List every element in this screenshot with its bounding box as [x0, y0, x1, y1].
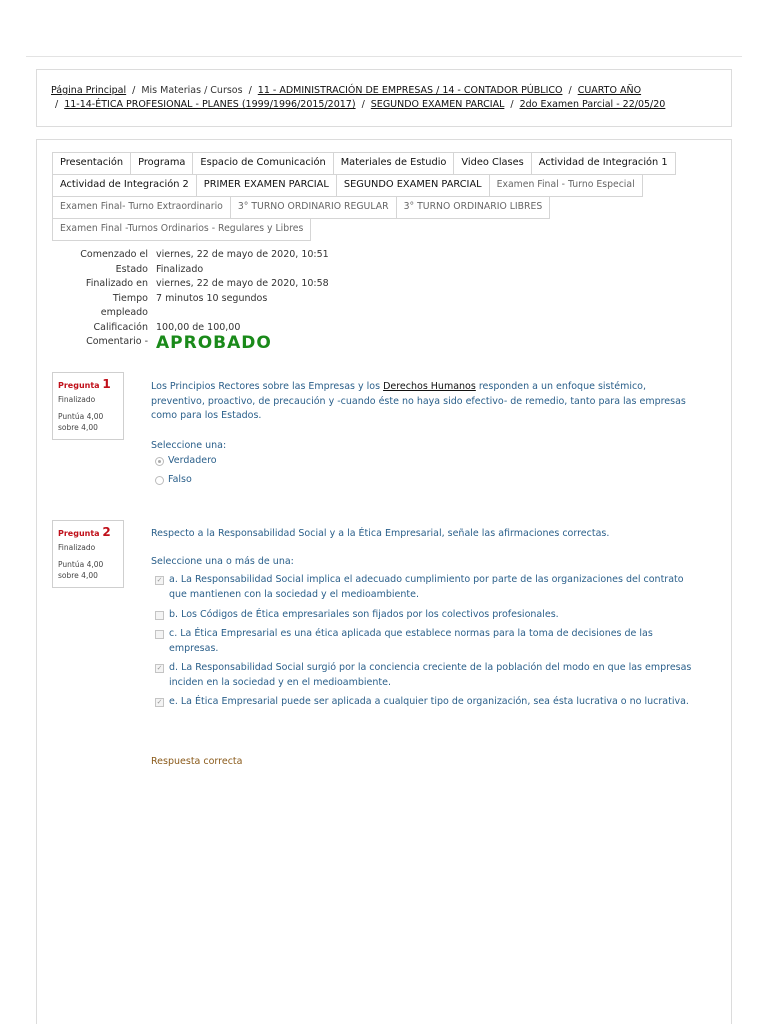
grade-label: Calificación: [93, 321, 148, 333]
option-label: Verdadero: [168, 455, 217, 466]
breadcrumb-separator: /: [248, 85, 252, 96]
tab-video-clases[interactable]: Video Clases: [453, 152, 531, 175]
finished-value: viernes, 22 de mayo de 2020, 10:58: [156, 278, 329, 289]
state-value: Finalizado: [156, 263, 204, 275]
question-2-number: Pregunta 2: [58, 525, 111, 539]
question-1-option-false[interactable]: [155, 473, 695, 488]
breadcrumb-section-link[interactable]: SEGUNDO EXAMEN PARCIAL: [370, 99, 505, 110]
started-value: viernes, 22 de mayo de 2020, 10:51: [156, 249, 329, 260]
question-1-state: Finalizado: [58, 395, 96, 404]
question-2-text: Respecto a la Responsabilidad Social y a la Ética Empresarial, señale las afirmaciones correctas.: [151, 528, 610, 539]
time-value: 7 minutos 10 segundos: [156, 292, 268, 304]
breadcrumb-subject-link[interactable]: 11-14-ÉTICA PROFESIONAL - PLANES (1999/1996/2015/2017): [64, 99, 356, 110]
question-2-option-b[interactable]: [155, 608, 695, 623]
top-divider: [26, 56, 742, 57]
tab-actividad-1[interactable]: Actividad de Integración 1: [531, 152, 676, 175]
option-label: c. La Ética Empresarial es una ética aplicada que establece normas para la toma de decisiones de las empresas.: [169, 628, 653, 654]
question-1-number: Pregunta 1: [58, 377, 111, 391]
question-2-state: Finalizado: [58, 543, 96, 552]
question-2-points: Puntúa 4,00 sobre 4,00: [58, 560, 104, 580]
radio-selected-icon[interactable]: [155, 457, 164, 466]
breadcrumb-home-link[interactable]: Página Principal: [51, 85, 127, 96]
option-label: b. Los Códigos de Ética empresariales son fijados por los colectivos profesionales.: [169, 609, 559, 620]
tab-turno-regular[interactable]: 3° TURNO ORDINARIO REGULAR: [230, 196, 397, 219]
option-label: Falso: [168, 474, 192, 485]
tab-actividad-2[interactable]: Actividad de Integración 2: [52, 174, 197, 197]
tab-segundo-parcial[interactable]: SEGUNDO EXAMEN PARCIAL: [336, 174, 490, 197]
time-label-line2: empleado: [100, 307, 148, 318]
question-2-option-a[interactable]: [155, 573, 695, 602]
checkbox-checked-icon[interactable]: ✓: [156, 576, 163, 584]
finished-label: Finalizado en: [85, 278, 148, 289]
time-label: [52, 292, 156, 321]
question-1-points: Puntúa 4,00 sobre 4,00: [58, 412, 104, 432]
question-2-option-c[interactable]: [155, 627, 695, 656]
breadcrumb-courses: Mis Materias / Cursos: [141, 85, 243, 96]
time-label-line1: Tiempo: [112, 292, 148, 304]
question-1-option-true[interactable]: [155, 454, 695, 469]
radio-empty-icon[interactable]: [155, 476, 164, 485]
breadcrumb-separator: /: [568, 85, 572, 96]
question-1-info: [52, 372, 124, 440]
question-2-info: [52, 520, 124, 588]
checkbox-checked-icon[interactable]: ✓: [156, 698, 163, 706]
tab-programa[interactable]: Programa: [130, 152, 193, 175]
question-1-text: Los Principios Rectores sobre las Empresas y los Derechos Humanos responden a un enfoque sistémico, preventivo, proactivo, de precaución y -cuando éste no haya sido efectivo- de remedio, tanto para las empresas como para los Estados.: [151, 381, 686, 421]
checkbox-empty-icon[interactable]: [155, 630, 164, 639]
tab-espacio-comunicacion[interactable]: Espacio de Comunicación: [192, 152, 333, 175]
question-2-option-e[interactable]: [155, 695, 695, 710]
breadcrumb-separator: /: [361, 99, 365, 110]
breadcrumb-separator: /: [132, 85, 136, 96]
attempt-summary: [52, 248, 456, 355]
option-label: d. La Responsabilidad Social surgió por la conciencia creciente de la población del modo en que las empresas inciden en la sociedad y en el medioambiente.: [169, 662, 692, 688]
tab-turno-libres[interactable]: 3° TURNO ORDINARIO LIBRES: [396, 196, 551, 219]
tab-final-especial[interactable]: Examen Final - Turno Especial: [489, 174, 643, 197]
checkbox-empty-icon[interactable]: [155, 611, 164, 620]
question-2-option-d[interactable]: [155, 661, 695, 690]
breadcrumb-exam-link[interactable]: 2do Examen Parcial - 22/05/20: [519, 99, 666, 110]
question-2-feedback: Respuesta correcta: [151, 756, 243, 767]
derechos-humanos-link[interactable]: Derechos Humanos: [383, 381, 476, 392]
question-2-select-label: Seleccione una o más de una:: [151, 556, 294, 567]
grade-value: 100,00 de 100,00: [156, 321, 241, 333]
checkbox-checked-icon[interactable]: ✓: [156, 664, 163, 672]
started-label: Comenzado el: [80, 249, 148, 260]
tab-materiales[interactable]: Materiales de Estudio: [333, 152, 455, 175]
tab-final-extraordinario[interactable]: Examen Final- Turno Extraordinario: [52, 196, 231, 219]
question-1-select-label: Seleccione una:: [151, 440, 227, 451]
comment-label: Comentario -: [86, 336, 148, 347]
breadcrumb: [36, 69, 732, 127]
breadcrumb-separator: /: [55, 99, 59, 110]
tab-presentacion[interactable]: Presentación: [52, 152, 131, 175]
option-label: e. La Ética Empresarial puede ser aplicada a cualquier tipo de organización, sea ésta lucrativa o no lucrativa.: [169, 696, 689, 707]
tab-final-ordinarios[interactable]: Examen Final -Turnos Ordinarios - Regulares y Libres: [52, 218, 311, 241]
state-label: Estado: [115, 263, 148, 275]
tab-primer-parcial[interactable]: PRIMER EXAMEN PARCIAL: [196, 174, 337, 197]
option-label: a. La Responsabilidad Social implica el adecuado cumplimiento por parte de las organizaciones del contrato que mantienen con la sociedad y el medioambiente.: [169, 574, 684, 600]
breadcrumb-career-link[interactable]: 11 - ADMINISTRACIÓN DE EMPRESAS / 14 - CONTADOR PÚBLICO: [257, 85, 563, 96]
breadcrumb-year-link[interactable]: CUARTO AÑO: [577, 85, 642, 96]
course-tabs: [52, 152, 716, 240]
breadcrumb-separator: /: [510, 99, 514, 110]
comment-value: APROBADO: [156, 333, 272, 353]
